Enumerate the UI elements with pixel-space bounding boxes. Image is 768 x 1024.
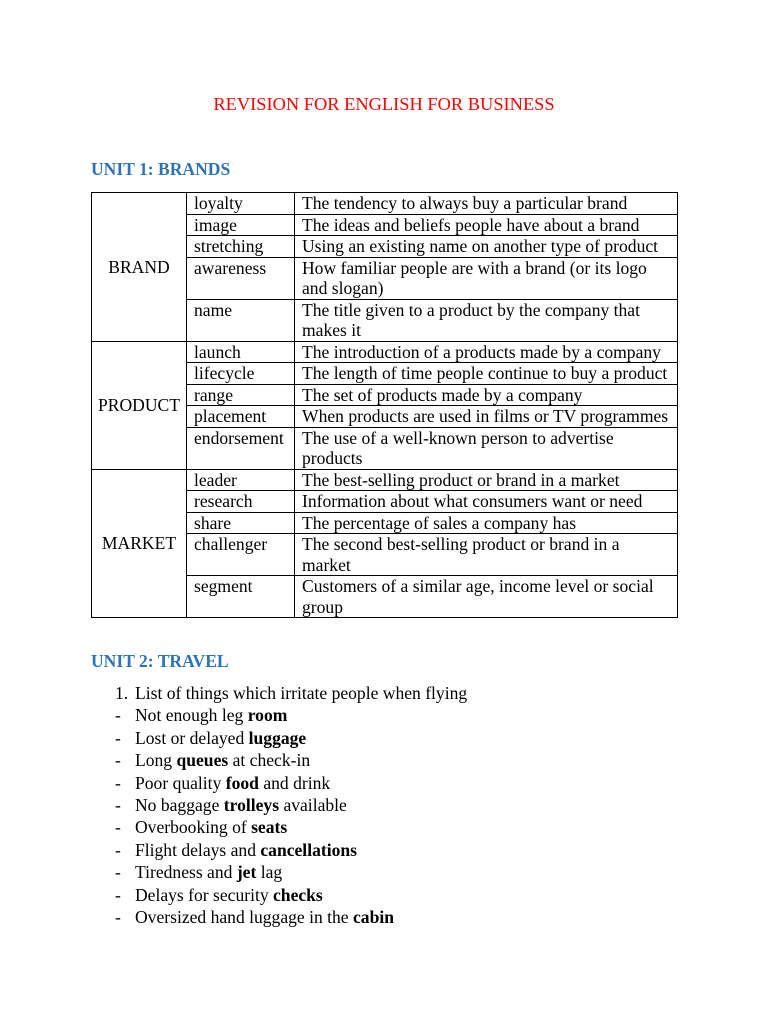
definition-cell: The ideas and beliefs people have about a brand <box>295 214 678 236</box>
item-text: Overbooking of <box>135 817 252 838</box>
definition-cell: The second best-selling product or brand in a market <box>295 534 678 576</box>
brands-table-container <box>91 192 678 618</box>
item-keyword: room <box>247 705 288 726</box>
group-label-brand: BRAND <box>92 193 187 342</box>
list-item <box>0 727 768 749</box>
definition-cell: How familiar people are with a brand (or its logo and slogan) <box>295 257 678 299</box>
list-item <box>0 861 768 883</box>
definition-cell: The percentage of sales a company has <box>295 512 678 534</box>
item-tail: lag <box>256 862 283 883</box>
definition-cell: The title given to a product by the company that makes it <box>295 299 678 341</box>
item-keyword: jet <box>236 862 257 883</box>
table-row <box>92 341 678 363</box>
list-bullet: - <box>115 906 121 927</box>
term-cell: challenger <box>187 534 295 576</box>
list-title: List of things which irritate people when flying <box>135 683 468 703</box>
definition-cell: Information about what consumers want or need <box>295 491 678 513</box>
item-text: Delays for security <box>135 884 274 905</box>
term-cell: name <box>187 299 295 341</box>
list-bullet: - <box>115 862 121 883</box>
item-keyword: seats <box>251 817 288 838</box>
item-text: Lost or delayed <box>135 727 249 748</box>
list-bullet: - <box>115 839 121 860</box>
list-number: 1. <box>115 683 129 703</box>
definition-cell: The use of a well-known person to advertise products <box>295 427 678 469</box>
term-cell: leader <box>187 469 295 491</box>
definition-cell: The introduction of a products made by a company <box>295 341 678 363</box>
term-cell: endorsement <box>187 427 295 469</box>
item-keyword: cancellations <box>260 839 357 860</box>
term-cell: image <box>187 214 295 236</box>
definition-cell: When products are used in films or TV programmes <box>295 406 678 428</box>
list-item-text <box>135 794 347 816</box>
item-text: Not enough leg <box>135 705 248 726</box>
item-text: Poor quality <box>135 772 226 793</box>
term-cell: segment <box>187 576 295 618</box>
definition-cell: The set of products made by a company <box>295 384 678 406</box>
item-keyword: trolleys <box>223 794 280 815</box>
list-bullet: - <box>115 794 121 815</box>
item-keyword: checks <box>273 884 323 905</box>
list-item-text <box>135 884 323 906</box>
item-text: Flight delays and <box>135 839 261 860</box>
definition-cell: Using an existing name on another type of product <box>295 236 678 258</box>
page-title: REVISION FOR ENGLISH FOR BUSINESS <box>213 94 555 114</box>
item-text: Tiredness and <box>135 862 237 883</box>
list-item <box>0 884 768 906</box>
item-text: Long <box>135 750 177 771</box>
list-item-text <box>135 727 306 749</box>
list-item <box>0 816 768 838</box>
item-tail: available <box>279 794 347 815</box>
list-item-text <box>135 772 330 794</box>
term-cell: stretching <box>187 236 295 258</box>
group-label-product: PRODUCT <box>92 341 187 469</box>
definition-cell: The length of time people continue to buy a product <box>295 363 678 385</box>
list-item <box>0 906 768 928</box>
list-item <box>0 749 768 771</box>
table-row <box>92 469 678 491</box>
list-item-text <box>135 704 287 726</box>
item-text: No baggage <box>135 794 224 815</box>
item-keyword: queues <box>176 750 229 771</box>
item-text: Oversized hand luggage in the <box>135 906 353 927</box>
term-cell: awareness <box>187 257 295 299</box>
list-item <box>0 839 768 861</box>
list-bullet: - <box>115 772 121 793</box>
list-item-text <box>135 906 394 928</box>
term-cell: research <box>187 491 295 513</box>
list-item-text <box>135 839 357 861</box>
list-item-text <box>135 861 282 883</box>
unit2-heading: UNIT 2: TRAVEL <box>91 651 229 671</box>
term-cell: launch <box>187 341 295 363</box>
item-tail: at check-in <box>228 750 311 771</box>
item-keyword: cabin <box>353 906 394 927</box>
item-keyword: food <box>225 772 259 793</box>
term-cell: placement <box>187 406 295 428</box>
definition-cell: The tendency to always buy a particular brand <box>295 193 678 215</box>
brands-table <box>91 192 678 618</box>
group-label-market: MARKET <box>92 469 187 618</box>
list-bullet: - <box>115 727 121 748</box>
item-keyword: luggage <box>248 727 307 748</box>
list-bullet: - <box>115 705 121 726</box>
list-bullet: - <box>115 817 121 838</box>
definition-cell: The best-selling product or brand in a market <box>295 469 678 491</box>
definition-cell: Customers of a similar age, income level or social group <box>295 576 678 618</box>
travel-list <box>0 682 768 928</box>
list-bullet: - <box>115 750 121 771</box>
list-bullet: - <box>115 884 121 905</box>
numbered-list-item <box>0 682 768 704</box>
list-item <box>0 794 768 816</box>
table-row <box>92 193 678 215</box>
list-item-text <box>135 749 310 771</box>
list-item <box>0 772 768 794</box>
item-tail: and drink <box>258 772 331 793</box>
list-item-text <box>135 816 287 838</box>
term-cell: range <box>187 384 295 406</box>
term-cell: lifecycle <box>187 363 295 385</box>
list-item <box>0 704 768 726</box>
term-cell: share <box>187 512 295 534</box>
term-cell: loyalty <box>187 193 295 215</box>
unit1-heading: UNIT 1: BRANDS <box>91 159 231 179</box>
